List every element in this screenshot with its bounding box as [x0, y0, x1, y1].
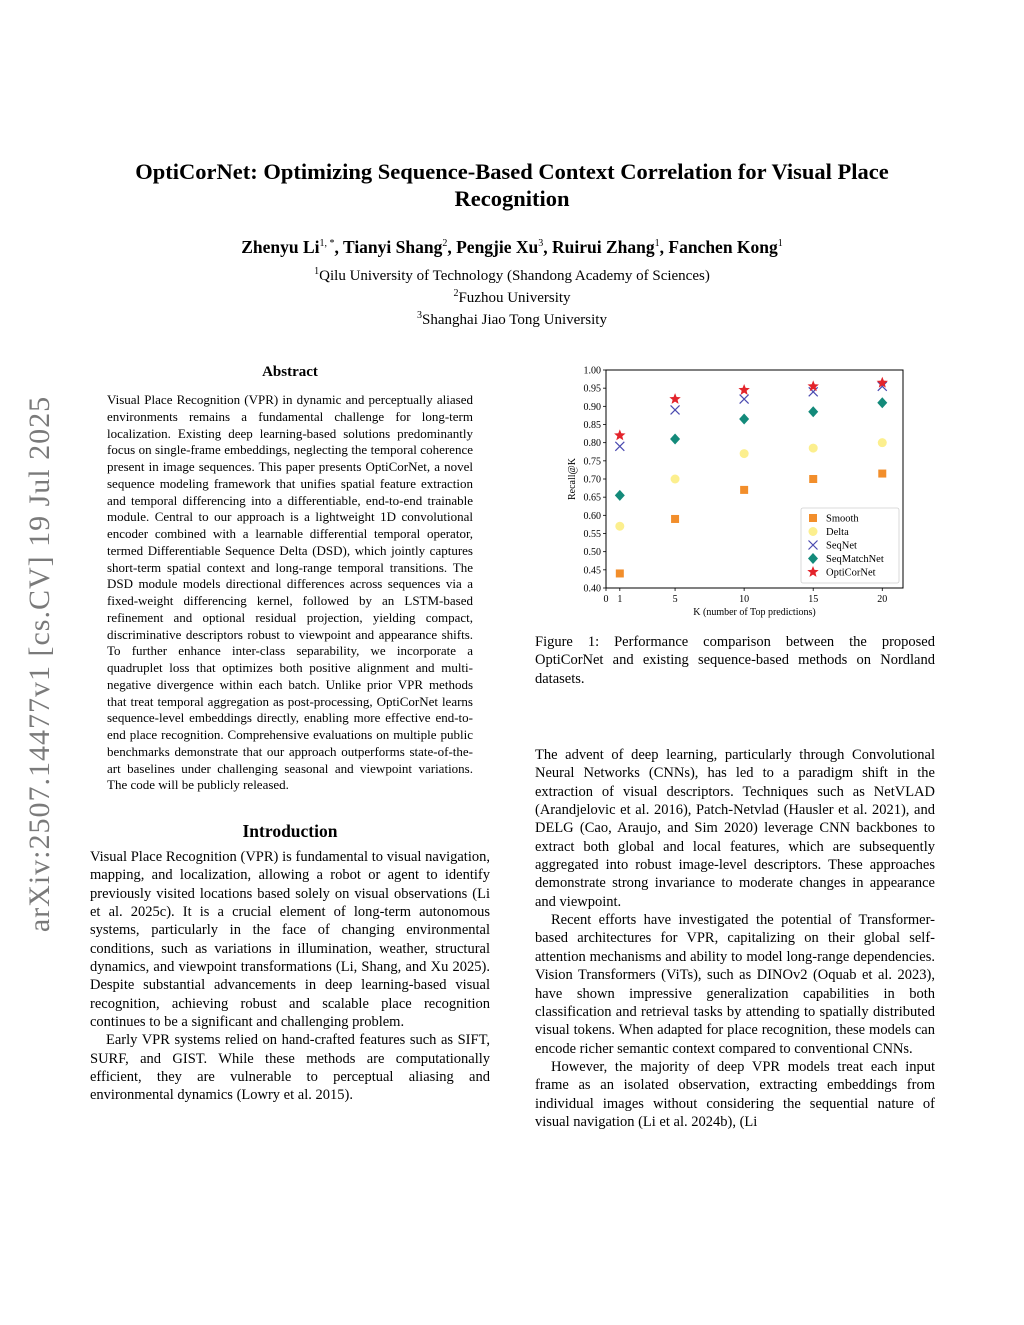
legend-label: OptiCorNet [826, 567, 876, 579]
data-point-opticornet [738, 384, 749, 395]
data-point-seqnet [671, 405, 680, 414]
affiliation-list [90, 263, 934, 329]
author-list: Zhenyu $Li^{1, *}$, Tianyi Shang$^2$, Pengjie Xu$^3$, Ruirui Zhang$^1$, Fanchen Kong$^1$ [241, 236, 783, 257]
author-name: Tianyi Shang [342, 236, 443, 257]
right-paragraph-3: However, the majority of deep VPR models treat each input frame as an isolated observation, extracting embeddings from individual images without considering the sequential nature of visual navigation (Li et al. 2024b), (Li [535, 1058, 935, 1130]
x-tick-label: 0 [603, 594, 609, 605]
x-tick-label: 1 [617, 594, 623, 605]
abstract-section [90, 362, 490, 794]
affiliation-line [90, 285, 934, 307]
legend-label: Smooth [826, 513, 859, 525]
y-tick-label: 0.65 [583, 492, 601, 504]
introduction-heading: Introduction [242, 821, 338, 841]
data-point-opticornet [808, 380, 819, 391]
legend-label: SeqMatchNet [826, 554, 884, 565]
legend-marker [809, 527, 818, 536]
abstract-text: Visual Place Recognition (VPR) in dynamic and perceptually aliased environments remains a fundamental challenge for long-term localization. Existing deep learning-based solutions predominantly focus on single-frame embeddings, neglecting the temporal coherence present in image sequences. This paper presents OptiCorNet, a novel sequence modeling framework that unifies spatial feature extraction and temporal differencing into a differentiable, end-to-end trainable module. Central to our approach is a lightweight 1D convolutional encoder combined with a learnable differential temporal operator, termed Differentiable Sequence Delta (DSD), which jointly captures short-term spatial context and long-range temporal transitions. The DSD module models directional differences across sequences via a fixed-weight differencing kernel, followed by an LSTM-based refinement and optional residual projection, yielding compact, discriminative descriptors robust to viewpoint and appearance shifts. To further enhance inter-class separability, we incorporate a quadruplet loss that optimizes both positive alignment and multi-negative divergence within each batch. Unlike prior VPR methods that treat temporal aggregation as post-processing, OptiCorNet learns sequence-level embeddings directly, enabling more effective end-to-end place recognition. Comprehensive evaluations on multiple public benchmarks demonstrate that our approach outperforms state-of-the-art baselines under challenging seasonal and viewpoint variations. The code will be publicly released. [107, 392, 473, 793]
y-tick-label: 0.80 [583, 438, 601, 450]
author-affil-mark: 2 [442, 238, 448, 249]
affiliation-line [90, 307, 934, 329]
affiliation-mark: 2 [453, 288, 459, 299]
data-point-seqmatchnet [615, 490, 625, 501]
introduction-section [90, 820, 490, 1105]
data-point-smooth [740, 486, 748, 494]
author-name: Pengjie Xu [456, 236, 539, 257]
data-point-smooth [878, 470, 886, 478]
data-point-opticornet [669, 393, 680, 404]
x-tick-label: 15 [808, 594, 819, 605]
right-column [535, 362, 935, 1131]
y-axis-label: Recall@K [567, 458, 578, 500]
intro-paragraph-2: Early VPR systems relied on hand-crafted features such as SIFT, SURF, and GIST. While these methods are computationally efficient, they are vulnerable to perceptual aliasing and environmental dynamics (Lowry et al. 2015). [90, 1032, 490, 1104]
y-tick-label: 0.75 [583, 456, 601, 468]
figure-caption: Figure 1: Performance comparison between the proposed OptiCorNet and existing sequence-based methods on Nordland datasets. [535, 634, 935, 687]
y-tick-label: 0.55 [583, 529, 601, 540]
affiliation-text: Fuzhou University [458, 290, 571, 306]
affiliation-text: Qilu University of Technology (Shandong Academy of Sciences) [319, 268, 710, 284]
author-name: Fanchen Kong [668, 236, 778, 257]
data-point-smooth [616, 569, 624, 577]
author-affil-mark: 1 [654, 238, 660, 249]
affiliation-line [90, 263, 934, 285]
data-point-smooth [671, 515, 679, 523]
y-tick-label: 0.85 [583, 420, 601, 431]
right-paragraph-2: Recent efforts have investigated the potential of Transformer-based architectures for VPR, capitalizing on their global self-attention mechanisms and ability to model long-range dependencies. Vision Transformers (ViTs), such as DINOv2 (Oquab et al. 2023), have shown impressive generalization capabilities in both classification and retrieval tasks by attending to spatially distributed visual tokens. When adapted for place recognition, these models can encode richer semantic context compared to conventional CNNs. [535, 912, 935, 1057]
left-column [90, 362, 490, 1105]
affiliation-mark: 3 [417, 310, 423, 321]
data-point-delta [671, 475, 680, 484]
affiliation-mark: 1 [314, 266, 320, 277]
y-tick-label: 0.95 [583, 383, 601, 395]
data-point-delta [740, 449, 749, 458]
y-tick-label: 0.90 [583, 401, 601, 413]
data-point-opticornet [614, 429, 625, 440]
y-tick-label: 1.00 [583, 365, 601, 377]
right-column-body [535, 746, 935, 1131]
data-point-seqmatchnet [877, 397, 887, 408]
y-tick-label: 0.70 [583, 474, 601, 486]
y-tick-label: 0.50 [583, 547, 601, 559]
y-tick-label: 0.60 [583, 510, 601, 522]
author-affil-mark: 1, * [319, 238, 335, 249]
abstract-heading: Abstract [262, 364, 318, 380]
legend-marker [809, 514, 817, 522]
y-tick-label: 0.40 [583, 583, 601, 595]
figure-1 [535, 362, 935, 627]
x-tick-label: 10 [739, 594, 750, 605]
author-name: Zhenyu Li [241, 236, 320, 257]
right-paragraph-1: The advent of deep learning, particularly through Convolutional Neural Networks (CNNs), has led to a paradigm shift in the extraction of visual descriptors. Techniques such as NetVLAD (Arandjelovic et al. 2016), Patch-Netvlad (Hausler et al. 2021), and DELG (Cao, Araujo, and Sim 2020) leverage CNN backbones to extract both global and local features, which are subsequently aggregated into robust image-level descriptors. These approaches demonstrate strong invariance to moderate changes in appearance and viewpoint. [535, 747, 935, 910]
arxiv-identifier-text: arXiv:2507.14477v1 [cs.CV] 19 Jul 2025 [23, 395, 57, 933]
data-point-delta [878, 438, 887, 447]
x-tick-label: 5 [672, 594, 678, 605]
data-point-seqmatchnet [808, 406, 818, 417]
legend-label: SeqNet [826, 540, 857, 552]
author-name: Ruirui Zhang [552, 236, 655, 257]
data-point-smooth [809, 475, 817, 483]
data-point-delta [615, 522, 624, 531]
legend-label: Delta [826, 527, 849, 538]
affiliation-text: Shanghai Jiao Tong University [422, 312, 607, 328]
data-point-seqnet [615, 442, 624, 451]
paper-title: OptiCorNet: Optimizing Sequence-Based Context Correlation for Visual Place Recognition [135, 159, 889, 211]
data-point-seqnet [740, 395, 749, 404]
data-point-delta [809, 444, 818, 453]
intro-paragraph-1: Visual Place Recognition (VPR) is fundamental to visual navigation, mapping, and localization, allowing a robot or agent to identify previously visited locations based solely on visual observations (Li et al. 2025c). It is a crucial element of long-term autonomous systems, particularly in the face of changing environmental conditions, such as variations in illumination, weather, structural dynamics, and viewpoint transformations (Li, Shang, and Xu 2025). Despite substantial advancements in deep learning-based visual recognition, achieving robust and scalable place recognition continues to be a significant and challenging problem. [90, 849, 490, 1031]
author-affil-mark: 3 [538, 238, 544, 249]
data-point-seqmatchnet [670, 434, 680, 445]
data-point-seqmatchnet [739, 414, 749, 425]
recall-chart [535, 362, 935, 627]
author-affil-mark: 1 [777, 238, 783, 249]
x-axis-label: K (number of Top predictions) [693, 607, 816, 618]
y-tick-label: 0.45 [583, 565, 601, 577]
arxiv-identifier [20, 378, 60, 950]
x-tick-label: 20 [877, 594, 888, 605]
